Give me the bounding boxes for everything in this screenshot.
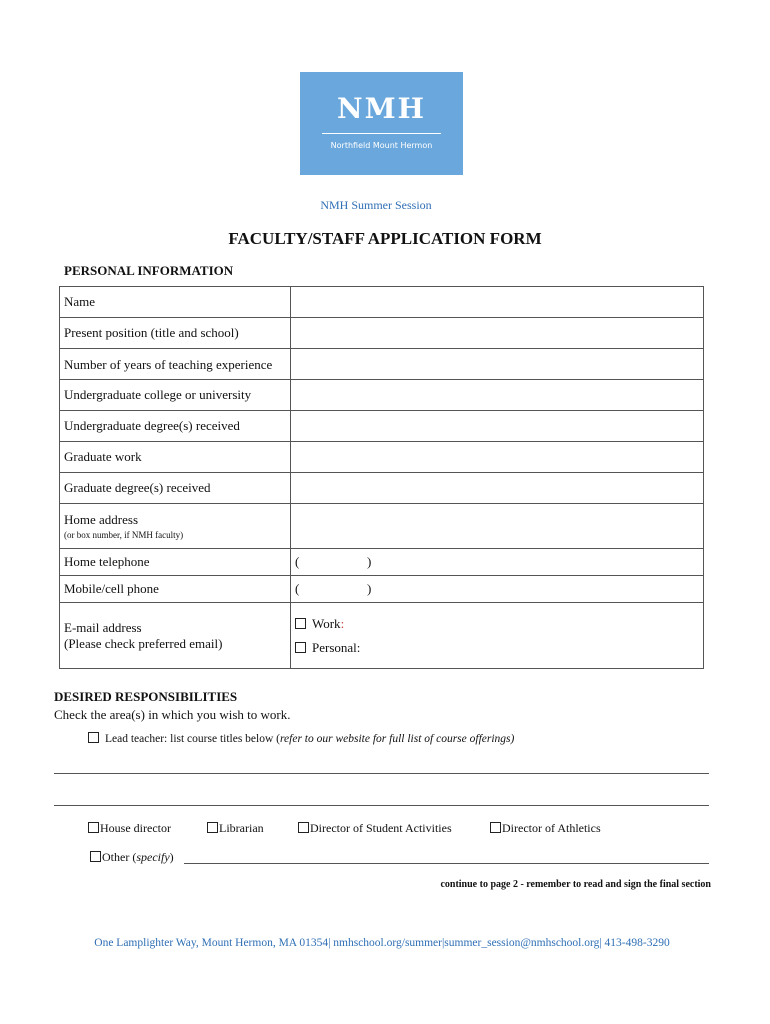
home-address-field[interactable] (291, 504, 704, 549)
option-label: Librarian (219, 821, 264, 835)
page-title: FACULTY/STAFF APPLICATION FORM (228, 229, 542, 248)
name-field[interactable] (291, 287, 704, 318)
undergrad-college-field[interactable] (291, 380, 704, 411)
house-director-option[interactable] (88, 821, 171, 836)
subtitle: NMH Summer Session (320, 198, 432, 212)
field-note: (Please check preferred email) (64, 635, 223, 651)
other-label: Other ( (102, 850, 137, 864)
field-label: Undergraduate college or university (60, 380, 291, 411)
other-option[interactable] (90, 850, 174, 865)
athletics-checkbox[interactable] (490, 822, 501, 833)
work-email-colon: : (340, 615, 345, 631)
area-code-close: ) (367, 581, 372, 596)
lead-teacher-option[interactable] (88, 732, 514, 745)
athletics-option[interactable] (490, 821, 601, 836)
table-row (60, 349, 704, 380)
email-field[interactable] (291, 603, 704, 669)
field-label: Mobile/cell phone (60, 576, 291, 603)
house-director-checkbox[interactable] (88, 822, 99, 833)
other-checkbox[interactable] (90, 851, 101, 862)
personal-email-option[interactable] (295, 640, 699, 656)
field-label: Home telephone (60, 549, 291, 576)
field-label: E-mail address (64, 619, 142, 635)
logo-abbr: NMH (336, 92, 427, 125)
table-row (60, 504, 704, 549)
footer-contact: One Lamplighter Way, Mount Hermon, MA 01354| nmhschool.org/summer|summer_session@nmhschool.org| 413-498-3290 (94, 937, 670, 949)
table-row (60, 603, 704, 669)
table-row (60, 576, 704, 603)
field-label: Undergraduate degree(s) received (60, 411, 291, 442)
mobile-phone-field[interactable] (291, 576, 704, 603)
email-label (60, 603, 291, 669)
field-label: Home address (64, 512, 139, 527)
graduate-work-field[interactable] (291, 442, 704, 473)
work-email-option[interactable] (295, 616, 699, 632)
field-label: Present position (title and school) (60, 318, 291, 349)
field-note: (or box number, if NMH faculty) (64, 530, 184, 540)
option-label: House director (100, 821, 171, 835)
home-address-label (60, 504, 291, 549)
table-row (60, 318, 704, 349)
student-activities-option[interactable] (298, 821, 452, 836)
table-row (60, 473, 704, 504)
course-titles-line-1[interactable] (54, 773, 709, 774)
librarian-option[interactable] (207, 821, 264, 836)
option-label: Director of Athletics (502, 821, 601, 835)
responsibilities-heading: DESIRED RESPONSIBILITIES (54, 689, 238, 704)
table-row (60, 411, 704, 442)
logo-name: Northfield Mount Hermon (330, 141, 433, 150)
area-code-open: ( (295, 554, 300, 569)
field-label: Name (60, 287, 291, 318)
continue-note: continue to page 2 - remember to read and sign the final section (440, 879, 711, 890)
work-email-checkbox[interactable] (295, 618, 306, 629)
lead-teacher-checkbox[interactable] (88, 732, 99, 743)
lead-teacher-label: Lead teacher: list course titles below ( (105, 733, 280, 745)
student-activities-checkbox[interactable] (298, 822, 309, 833)
other-specify-line[interactable] (184, 863, 709, 864)
responsibilities-instruction: Check the area(s) in which you wish to work. (54, 707, 291, 722)
undergrad-degree-field[interactable] (291, 411, 704, 442)
years-teaching-field[interactable] (291, 349, 704, 380)
personal-info-heading: PERSONAL INFORMATION (64, 263, 234, 278)
lead-teacher-note: refer to our website for full list of course offerings) (280, 733, 515, 745)
field-label: Graduate work (60, 442, 291, 473)
area-code-close: ) (367, 554, 372, 569)
course-titles-line-2[interactable] (54, 805, 709, 806)
option-label: Director of Student Activities (310, 821, 452, 835)
area-code-open: ( (295, 581, 300, 596)
graduate-degree-field[interactable] (291, 473, 704, 504)
nmh-logo (300, 72, 463, 175)
personal-email-checkbox[interactable] (295, 642, 306, 653)
work-email-label: Work (312, 615, 341, 631)
personal-info-table (59, 286, 704, 669)
home-telephone-field[interactable] (291, 549, 704, 576)
other-close: ) (169, 850, 174, 864)
position-field[interactable] (291, 318, 704, 349)
table-row (60, 380, 704, 411)
field-label: Number of years of teaching experience (60, 349, 291, 380)
personal-email-label: Personal: (312, 639, 361, 655)
table-row (60, 549, 704, 576)
table-row (60, 287, 704, 318)
librarian-checkbox[interactable] (207, 822, 218, 833)
logo-rule (322, 133, 441, 134)
other-specify: specify (136, 850, 170, 864)
table-row (60, 442, 704, 473)
field-label: Graduate degree(s) received (60, 473, 291, 504)
